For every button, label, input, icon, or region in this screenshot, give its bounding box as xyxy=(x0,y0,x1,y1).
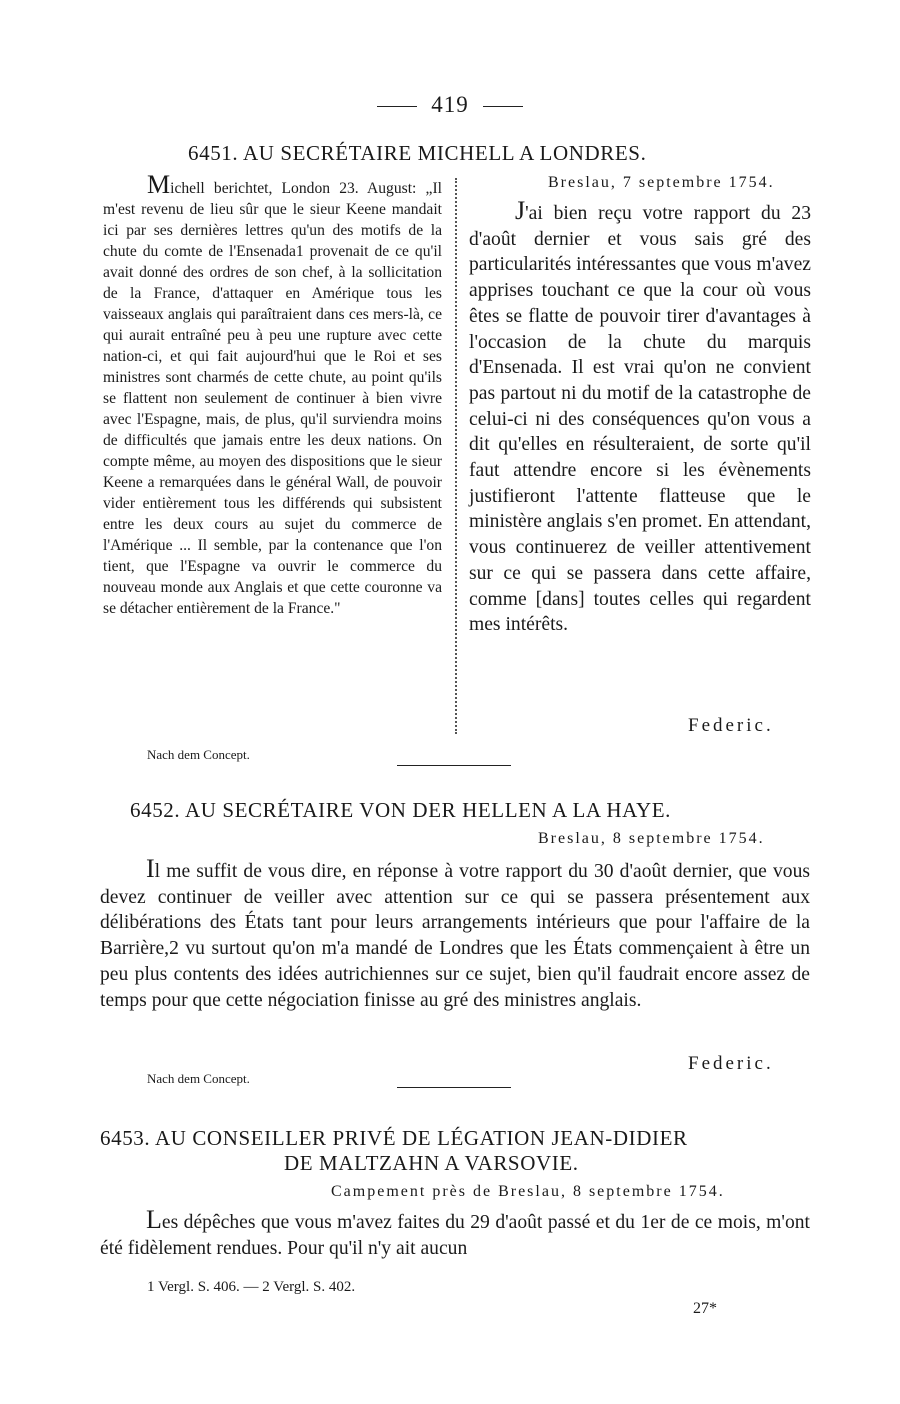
letter-6452-source: Nach dem Concept. xyxy=(147,1071,250,1086)
letter-6452-dateline: Breslau, 8 septembre 1754. xyxy=(538,830,765,847)
signature-mark: 27* xyxy=(693,1300,717,1317)
body-initial: I xyxy=(146,854,155,883)
rule-left xyxy=(377,106,417,107)
letter-6452-signature: Federic. xyxy=(688,1053,774,1074)
rule-right xyxy=(483,106,523,107)
page-number: 419 xyxy=(0,92,900,118)
letter-6451-source: Nach dem Concept. xyxy=(147,747,250,762)
footnotes: 1 Vergl. S. 406. — 2 Vergl. S. 402. xyxy=(147,1279,356,1295)
letter-6453-body xyxy=(100,1207,810,1261)
letter-6451-heading: 6451. AU SECRÉTAIRE MICHELL A LONDRES. xyxy=(188,141,647,165)
letter-6451-dateline: Breslau, 7 septembre 1754. xyxy=(548,174,775,191)
body-text: es dépêches que vous m'avez faites du 29 d'août passé et du 1er de ce mois, m'ont été fidèlement rendues. Pour qu'il n'y ait aucun xyxy=(100,1212,810,1259)
letter-6451-body xyxy=(469,198,811,638)
column-separator xyxy=(455,178,457,734)
summary-initial: M xyxy=(147,170,171,199)
body-text: l me suffit de vous dire, en réponse à votre rapport du 30 d'août dernier, que vous devez continuer de veiller avec attention sur ce qui se passera présentement aux délibérations des États tant pour leurs arrangements intérieurs que pour l'affaire de la Barrière,2 vu surtout qu'on m'a mandé de Londres que les États commençaient à être un peu plus contents des idées autrichiennes sur ce sujet, bien qu'il faudrait encore assez de temps pour que cette négociation finisse au gré des ministres anglais. xyxy=(100,861,810,1011)
letter-6453-dateline: Campement près de Breslau, 8 septembre 1754. xyxy=(331,1183,725,1200)
letter-6452-heading: 6452. AU SECRÉTAIRE VON DER HELLEN A LA HAYE. xyxy=(130,798,671,822)
letter-6453-heading-line1: 6453. AU CONSEILLER PRIVÉ DE LÉGATION JEAN-DIDIER xyxy=(100,1126,688,1150)
body-initial: J xyxy=(515,196,526,225)
section-divider-1 xyxy=(397,765,511,766)
letter-6451-summary xyxy=(103,170,442,619)
letter-6452-body xyxy=(100,856,810,1013)
summary-text: ichell berichtet, London 23. August: „Il m'est revenu de lieu sûr que le sieur Keene mandait ici par ses dernières lettres qu'un des motifs de la chute du comte de l'Ensenada1 provenait de ce qu'il avait donné des ordres de son chef, à la sollicitation de la France, d'attaquer en Amérique tous les vaisseaux anglais qui paraîtraient dans ces mers-là, ce qui aurait entraîné peu à peu une rupture avec cette nation-ci, et qui fait aujourd'hui que le Roi et ses ministres sont charmés de cette chute, au point qu'ils se flattent non seulement de continuer à bien vivre avec l'Espagne, mais, de plus, qu'il surviendra moins de difficultés que jamais entre les deux nations. On compte même, au moyen des dispositions que le sieur Keene a remarquées dans le général Wall, de pouvoir vider entièrement tous les différends qui subsistent entre les deux cours au sujet du commerce de l'Amérique ... Il semble, par la contenance que l'on tient, que l'Espagne va ouvrir le commerce du nouveau monde aux Anglais et que cette couronne va se détacher entièrement de la France." xyxy=(103,180,442,617)
section-divider-2 xyxy=(397,1087,511,1088)
body-text: 'ai bien reçu votre rapport du 23 d'août dernier et vous sais gré des particularités intéressantes que vous m'avez apprises touchant ce que la cour où vous êtes se flatte de pouvoir tirer d'avantages à l'occasion de la chute du marquis d'Ensenada. Il est vrai qu'on ne convient pas partout ni du motif de la catastrophe de celui-ci ni des conséquences qu'on vous a dit qu'elles en résulteraient, de sorte qu'il faut attendre encore si les évènements justifieront l'attente flatteuse que le ministère anglais s'en promet. En attendant, vous continuerez de veiller attentivement sur ce qui se passera dans cette affaire, comme [dans] toutes celles qui regardent mes intérêts. xyxy=(469,203,811,636)
body-initial: L xyxy=(146,1205,162,1234)
letter-6453-heading-line2: DE MALTZAHN A VARSOVIE. xyxy=(284,1151,579,1175)
letter-6451-signature: Federic. xyxy=(688,715,774,736)
